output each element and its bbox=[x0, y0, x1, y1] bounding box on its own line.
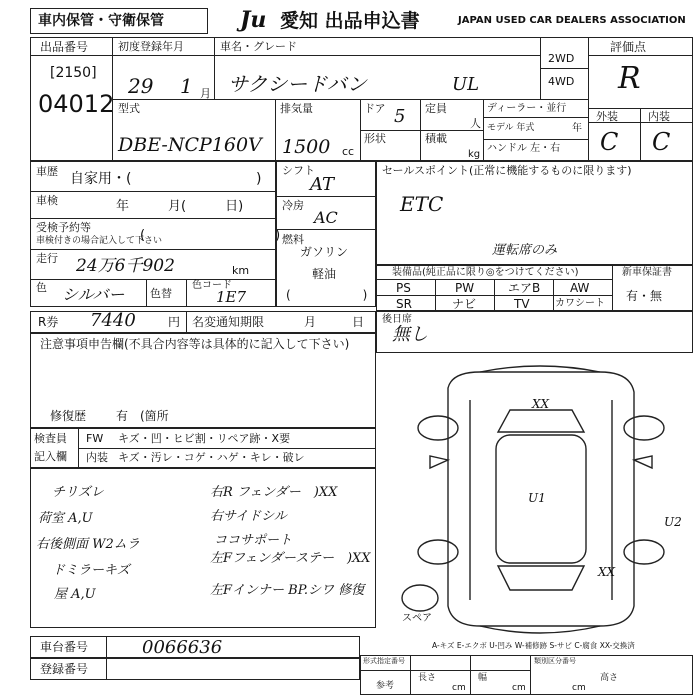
score-value: R bbox=[618, 61, 641, 96]
fuel-gasoline: ガソリン bbox=[300, 245, 349, 259]
month-unit: 月 bbox=[200, 87, 211, 100]
mileage-unit: km bbox=[232, 264, 250, 277]
damage-mark-front: XX bbox=[532, 397, 550, 411]
damage-legend: A-キズ E-エクボ U-凹み W-補修跡 S-サビ C-腐食 XX-交換済 bbox=[432, 641, 635, 650]
fw-label: FW bbox=[86, 432, 104, 445]
remark-5: 右後側面 W2ムラ bbox=[36, 537, 140, 552]
model-label: 型式 bbox=[118, 102, 140, 115]
recycle-label: R券 bbox=[38, 315, 59, 329]
shift-label: シフト bbox=[282, 164, 315, 177]
acceptance-value: ( ) bbox=[140, 228, 281, 243]
remark-6: ココサポート bbox=[214, 533, 293, 548]
ac-label: 冷房 bbox=[282, 199, 304, 212]
capacity-label: 定員 bbox=[425, 102, 447, 115]
equip-sr: SR bbox=[396, 297, 412, 311]
equip-power-seat: カワシート bbox=[555, 298, 605, 309]
selling-points-value: ETC bbox=[400, 192, 444, 216]
shift-value: AT bbox=[310, 174, 335, 195]
length-label: 長さ bbox=[418, 673, 437, 683]
mileage-label: 走行 bbox=[36, 252, 58, 265]
equip-navi: ナビ bbox=[452, 297, 477, 311]
car-name: サクシードバン bbox=[228, 72, 367, 96]
fuel-label: 燃料 bbox=[282, 233, 304, 246]
exterior-score: C bbox=[600, 128, 619, 156]
drive-4wd: 4WD bbox=[548, 75, 575, 88]
association-en: JAPAN USED CAR DEALERS ASSOCIATION bbox=[458, 15, 686, 26]
lot-label: 出品番号 bbox=[40, 40, 89, 54]
interior-check-items: キズ・汚レ・コゲ・ハゲ・キレ・破レ bbox=[118, 451, 305, 464]
class-number-label: 類別区分番号 bbox=[534, 657, 576, 665]
chassis-value: 0066636 bbox=[142, 637, 223, 658]
inspector-entry-label: 記入欄 bbox=[34, 450, 67, 463]
color-code: 1E7 bbox=[216, 288, 247, 306]
chassis-label: 車台番号 bbox=[40, 640, 89, 654]
remark-7: ドミラーキズ bbox=[52, 563, 130, 578]
storage-type: 車内保管・守衛保管 bbox=[38, 13, 164, 29]
remark-9: 屋 A,U bbox=[54, 587, 96, 602]
interior-label: 内装 bbox=[648, 110, 670, 123]
remark-1: チリズレ bbox=[52, 485, 104, 500]
color-label: 色 bbox=[36, 281, 47, 294]
equip-tv: TV bbox=[514, 297, 530, 311]
interior-check-label: 内装 bbox=[86, 451, 108, 464]
displacement-label: 排気量 bbox=[280, 102, 313, 115]
repair-history-label: 修復歴 bbox=[50, 409, 87, 423]
name-change-label: 名変通知期限 bbox=[192, 315, 265, 329]
kg-unit: kg bbox=[468, 149, 481, 160]
lot-bracket-number: [2150] bbox=[50, 65, 97, 81]
fuel-paren: ( ) bbox=[286, 288, 368, 302]
shape-number-label: 形式指定番号 bbox=[363, 657, 405, 665]
remark-8: 左Fフェンダーステー )XX bbox=[210, 551, 371, 566]
cc-unit: cc bbox=[342, 145, 355, 158]
inspection-value: 年 月( 日) bbox=[116, 199, 244, 214]
ac-value: AC bbox=[314, 208, 338, 227]
interior-score: C bbox=[652, 128, 671, 156]
damage-mark-roof: U1 bbox=[528, 491, 546, 505]
equipment-annotation: 運転席のみ bbox=[492, 243, 558, 258]
repair-history-place: (箇所 bbox=[140, 409, 169, 423]
notes-label: 注意事項申告欄(不具合内容等は具体的に記入して下さい) bbox=[40, 337, 350, 351]
warranty-label: 新車保証書 bbox=[622, 267, 672, 278]
width-unit: cm bbox=[512, 683, 526, 693]
remark-10: 左Fインナー BP.シワ 修復 bbox=[210, 583, 365, 598]
inspection-label: 車検 bbox=[36, 194, 58, 207]
equip-airbag: エアB bbox=[508, 281, 541, 295]
year-unit: 年 bbox=[572, 123, 582, 134]
acceptance-label: 受検予約等 bbox=[36, 221, 91, 234]
ref-label: 参考 bbox=[376, 681, 395, 691]
selling-points-label: セールスポイント(正常に機能するものに限ります) bbox=[382, 164, 632, 177]
seat-value: 無し bbox=[392, 324, 428, 345]
dealer-label: ディーラー・並行 bbox=[487, 103, 567, 114]
equip-aw: AW bbox=[570, 281, 590, 295]
score-label: 評価点 bbox=[610, 40, 647, 54]
spare-label: スペア bbox=[402, 613, 432, 624]
color-code-label: 色コード bbox=[192, 280, 232, 291]
acceptance-note: 車検付きの場合記入して下さい bbox=[36, 236, 163, 246]
association-title: 愛知 出品申込書 bbox=[280, 10, 420, 32]
recycle-value: 7440 bbox=[90, 310, 136, 331]
model-year-label: モデル 年式 bbox=[487, 123, 535, 133]
remark-2: 右R フェンダー )XX bbox=[210, 485, 338, 500]
name-change-day: 日 bbox=[352, 315, 365, 329]
damage-mark-rear: XX bbox=[598, 565, 616, 579]
shape-label: 形状 bbox=[364, 132, 386, 145]
inspector-label: 検査員 bbox=[34, 432, 67, 445]
name-change-month: 月 bbox=[304, 315, 317, 329]
height-label: 高さ bbox=[600, 673, 619, 683]
mileage-value: 24万6千902 bbox=[76, 256, 175, 276]
drive-2wd: 2WD bbox=[548, 52, 575, 65]
doors-label: ドア bbox=[364, 102, 386, 115]
displacement-value: 1500 bbox=[282, 136, 331, 158]
length-unit: cm bbox=[452, 683, 466, 693]
remark-4: 右サイドシル bbox=[210, 509, 287, 524]
equipment-label: 装備品(純正品に限り◎をつけてください) bbox=[392, 267, 579, 278]
lot-number: 04012 bbox=[38, 90, 115, 118]
history-label: 車歴 bbox=[36, 165, 58, 178]
persons-unit: 人 bbox=[470, 117, 481, 130]
car-grade: UL bbox=[452, 74, 480, 95]
warranty-value: 有・無 bbox=[626, 289, 663, 303]
exterior-label: 外装 bbox=[596, 110, 618, 123]
color-value: シルバー bbox=[62, 285, 125, 304]
damage-mark-side: U2 bbox=[664, 515, 682, 529]
seat-label: 後日席 bbox=[382, 314, 412, 325]
fw-items: キズ・凹・ヒビ割・リペア跡・X要 bbox=[118, 432, 291, 445]
equip-ps: PS bbox=[396, 281, 411, 295]
handle-label: ハンドル 左・右 bbox=[487, 143, 561, 154]
recycle-unit: 円 bbox=[168, 315, 181, 329]
load-label: 積載 bbox=[425, 132, 447, 145]
fuel-diesel: 軽油 bbox=[312, 267, 337, 281]
history-value: 自家用・( bbox=[70, 171, 132, 187]
registration-label: 登録番号 bbox=[40, 662, 89, 676]
remark-3: 荷室 A,U bbox=[38, 511, 93, 526]
first-reg-year: 29 bbox=[128, 74, 154, 98]
color-exchange-label: 色替 bbox=[150, 287, 172, 300]
height-unit: cm bbox=[572, 683, 586, 693]
width-label: 幅 bbox=[478, 673, 488, 683]
repair-history-value: 有 bbox=[116, 409, 129, 423]
doors-value: 5 bbox=[394, 106, 406, 127]
model-code: DBE-NCP160V bbox=[118, 134, 262, 156]
first-reg-month: 1 bbox=[180, 74, 193, 98]
equip-pw: PW bbox=[455, 281, 475, 295]
name-grade-label: 車名・グレード bbox=[220, 40, 297, 53]
ju-logo: Ju bbox=[240, 7, 267, 33]
first-reg-label: 初度登録年月 bbox=[118, 40, 184, 53]
history-close: ) bbox=[256, 171, 262, 187]
